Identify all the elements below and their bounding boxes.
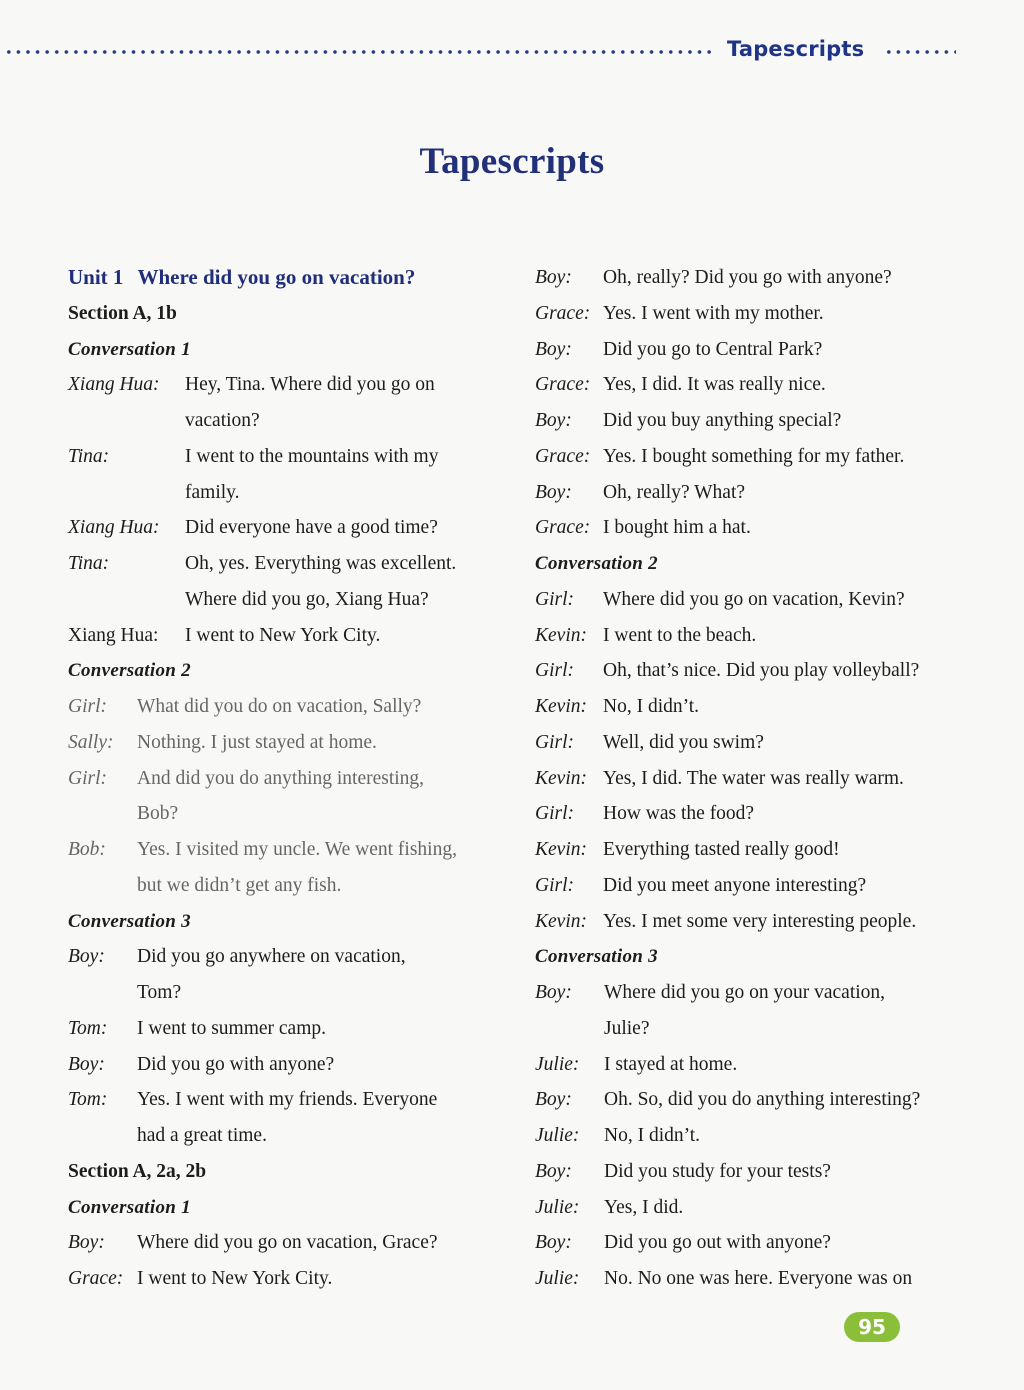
dialogue-line: [535, 796, 975, 832]
dialogue-text: Did you go with anyone?: [137, 1053, 335, 1075]
dialogue-line: [535, 832, 975, 868]
speaker-label: Boy:: [68, 1053, 105, 1075]
dialogue-text: Yes, I did.: [604, 1196, 684, 1218]
dialogue-line: [535, 582, 975, 618]
dialogue-text: No. No one was here. Everyone was on: [604, 1268, 913, 1289]
dialogue-line: [535, 510, 975, 546]
dialogue-line: [535, 1082, 975, 1118]
dialogue-line: [68, 1047, 520, 1083]
dialogue-text: Hey, Tina. Where did you go on: [185, 374, 435, 396]
dialogue-text: How was the food?: [603, 803, 755, 825]
section-heading: Section A, 1b: [68, 302, 177, 324]
dialogue-text: Everything tasted really good!: [603, 839, 840, 860]
dialogue-text: Yes. I visited my uncle. We went fishing,: [137, 839, 457, 860]
dialogue-block: [535, 260, 975, 546]
dialogue-text: I stayed at home.: [604, 1053, 738, 1075]
header-title: Tapescripts: [727, 37, 865, 61]
dialogue-text: Yes, I did. It was really nice.: [603, 374, 826, 396]
dialogue-text: I went to the mountains with my: [185, 445, 439, 467]
speaker-label: Sally:: [68, 731, 114, 753]
dialogue-line: [535, 904, 975, 940]
left-column: [68, 260, 520, 1297]
dialogue-line: [535, 296, 975, 332]
dialogue-line: [535, 475, 975, 511]
dialogue-line: [68, 1118, 520, 1154]
speaker-label: Boy:: [535, 1089, 572, 1111]
unit-heading: [68, 260, 520, 296]
section-heading: Section A, 2a, 2b: [68, 1160, 207, 1182]
dialogue-text: Oh, that’s nice. Did you play volleyball?: [603, 660, 920, 682]
dialogue-text: Oh. So, did you do anything interesting?: [604, 1089, 921, 1111]
speaker-label: Boy:: [535, 267, 572, 288]
conversation-heading: Conversation 2: [68, 660, 191, 682]
speaker-label: Grace:: [535, 374, 591, 396]
dialogue-text: Where did you go on vacation, Kevin?: [603, 588, 905, 610]
dialogue-block: [535, 582, 975, 940]
dialogue-line: [535, 1225, 975, 1261]
speaker-label: Boy:: [68, 946, 105, 968]
header-dot-leader-left: [4, 50, 716, 54]
dialogue-text: Yes, I did. The water was really warm.: [603, 767, 904, 789]
speaker-label: Girl:: [68, 696, 107, 717]
conversation-heading: Conversation 3: [68, 910, 191, 932]
speaker-label: Julie:: [535, 1196, 580, 1218]
dialogue-text: Did everyone have a good time?: [185, 517, 438, 539]
unit-number: Unit 1: [68, 265, 124, 289]
dialogue-line: [68, 975, 520, 1011]
speaker-label: Grace:: [535, 517, 591, 539]
dialogue-line: [68, 796, 520, 832]
speaker-label: Kevin:: [535, 910, 587, 932]
running-header: [0, 36, 1024, 66]
dialogue-line: [535, 1190, 975, 1226]
dialogue-text: had a great time.: [137, 1125, 267, 1146]
dialogue-line: [68, 1225, 520, 1261]
dialogue-line: [535, 260, 975, 296]
dialogue-block: [535, 975, 975, 1297]
speaker-label: Kevin:: [535, 839, 587, 860]
dialogue-text: And did you do anything interesting,: [137, 767, 425, 789]
dialogue-line: [535, 1047, 975, 1083]
speaker-label: Julie:: [535, 1125, 580, 1146]
dialogue-text: Yes. I bought something for my father.: [603, 445, 905, 467]
speaker-label: Xiang Hua:: [68, 374, 160, 396]
dialogue-line: [68, 403, 520, 439]
dialogue-text: What did you do on vacation, Sally?: [137, 696, 422, 717]
dialogue-line: [68, 1261, 520, 1297]
dialogue-text: I went to summer camp.: [137, 1017, 326, 1039]
dialogue-text: Where did you go on vacation, Grace?: [137, 1232, 438, 1254]
dialogue-text: Tom?: [137, 982, 182, 1003]
speaker-label: Boy:: [535, 1160, 572, 1182]
dialogue-line: [535, 975, 975, 1011]
dialogue-line: [68, 868, 520, 904]
speaker-label: Julie:: [535, 1053, 580, 1075]
speaker-label: Tom:: [68, 1017, 108, 1039]
speaker-label: Boy:: [535, 1232, 572, 1254]
speaker-label: Girl:: [535, 874, 574, 896]
dialogue-text: Where did you go, Xiang Hua?: [185, 588, 429, 610]
dialogue-text: Oh, yes. Everything was excellent.: [185, 553, 457, 574]
dialogue-line: [68, 546, 520, 582]
dialogue-text: No, I didn’t.: [603, 696, 700, 717]
speaker-label: Tina:: [68, 553, 110, 574]
dialogue-line: [68, 1011, 520, 1047]
dialogue-line: [535, 439, 975, 475]
speaker-label: Kevin:: [535, 696, 587, 717]
speaker-label: Grace:: [535, 302, 591, 324]
dialogue-line: [68, 475, 520, 511]
dialogue-text: Oh, really? What?: [603, 481, 746, 503]
dialogue-line: [68, 1082, 520, 1118]
dialogue-line: [68, 725, 520, 761]
speaker-label: Girl:: [68, 767, 107, 789]
dialogue-line: [68, 618, 520, 654]
dialogue-line: [68, 761, 520, 797]
speaker-label: Tom:: [68, 1089, 108, 1111]
speaker-label: Tina:: [68, 445, 110, 467]
dialogue-block: [68, 367, 520, 653]
speaker-label: Boy:: [535, 481, 572, 503]
speaker-label: Girl:: [535, 731, 574, 753]
header-dot-leader-right: [884, 50, 956, 54]
dialogue-text: I bought him a hat.: [603, 517, 751, 539]
dialogue-text: but we didn’t get any fish.: [137, 874, 342, 896]
speaker-label: Boy:: [68, 1232, 105, 1254]
dialogue-line: [68, 510, 520, 546]
dialogue-text: I went to New York City.: [137, 1268, 333, 1289]
dialogue-text: Yes. I went with my mother.: [603, 302, 824, 324]
dialogue-line: [535, 689, 975, 725]
dialogue-line: [535, 332, 975, 368]
unit-name: Where did you go on vacation?: [137, 265, 416, 289]
conversation-heading: Conversation 2: [535, 553, 658, 574]
dialogue-text: Did you go to Central Park?: [603, 338, 823, 360]
speaker-label: Xiang Hua:: [68, 624, 159, 646]
dialogue-line: [535, 618, 975, 654]
dialogue-line: [68, 832, 520, 868]
speaker-label: Girl:: [535, 660, 574, 682]
dialogue-text: family.: [185, 481, 240, 503]
dialogue-text: Did you study for your tests?: [604, 1160, 831, 1182]
dialogue-line: [535, 725, 975, 761]
speaker-label: Julie:: [535, 1268, 580, 1289]
dialogue-line: [535, 653, 975, 689]
dialogue-block: [68, 939, 520, 1154]
dialogue-text: Yes. I met some very interesting people.: [603, 910, 917, 932]
speaker-label: Boy:: [535, 982, 572, 1003]
dialogue-line: [68, 367, 520, 403]
dialogue-line: [535, 1261, 975, 1297]
conversation-heading: Conversation 1: [68, 338, 191, 360]
dialogue-text: Where did you go on your vacation,: [604, 982, 886, 1003]
speaker-label: Kevin:: [535, 767, 587, 789]
conversation-heading: Conversation 3: [535, 946, 658, 968]
dialogue-text: vacation?: [185, 410, 260, 431]
dialogue-line: [68, 689, 520, 725]
dialogue-text: Did you meet anyone interesting?: [603, 874, 867, 896]
dialogue-text: I went to the beach.: [603, 624, 757, 646]
dialogue-text: No, I didn’t.: [604, 1125, 701, 1146]
dialogue-text: Did you go anywhere on vacation,: [137, 946, 406, 968]
page-number-badge: 95: [844, 1312, 900, 1342]
dialogue-block: [68, 1225, 520, 1297]
dialogue-line: [535, 1011, 975, 1047]
speaker-label: Girl:: [535, 803, 574, 825]
right-column: [535, 260, 975, 1297]
conversation-heading: Conversation 1: [68, 1196, 191, 1218]
dialogue-text: Oh, really? Did you go with anyone?: [603, 267, 892, 288]
dialogue-text: Did you go out with anyone?: [604, 1232, 831, 1254]
dialogue-text: Nothing. I just stayed at home.: [137, 731, 377, 753]
speaker-label: Xiang Hua:: [68, 517, 160, 539]
dialogue-line: [68, 439, 520, 475]
speaker-label: Bob:: [68, 839, 106, 860]
page-title: Tapescripts: [419, 141, 605, 182]
dialogue-text: I went to New York City.: [185, 624, 381, 646]
dialogue-line: [535, 403, 975, 439]
speaker-label: Boy:: [535, 338, 572, 360]
speaker-label: Boy:: [535, 410, 572, 431]
dialogue-text: Julie?: [604, 1017, 650, 1039]
dialogue-block: [68, 689, 520, 904]
dialogue-line: [535, 367, 975, 403]
dialogue-line: [535, 761, 975, 797]
dialogue-line: [535, 1154, 975, 1190]
speaker-label: Grace:: [535, 445, 591, 467]
dialogue-line: [68, 582, 520, 618]
dialogue-line: [68, 939, 520, 975]
dialogue-line: [535, 868, 975, 904]
dialogue-line: [535, 1118, 975, 1154]
speaker-label: Kevin:: [535, 624, 587, 646]
dialogue-text: Yes. I went with my friends. Everyone: [137, 1089, 438, 1111]
dialogue-text: Well, did you swim?: [603, 731, 764, 753]
speaker-label: Girl:: [535, 588, 574, 610]
speaker-label: Grace:: [68, 1268, 124, 1289]
dialogue-text: Bob?: [137, 803, 179, 825]
dialogue-text: Did you buy anything special?: [603, 410, 842, 431]
